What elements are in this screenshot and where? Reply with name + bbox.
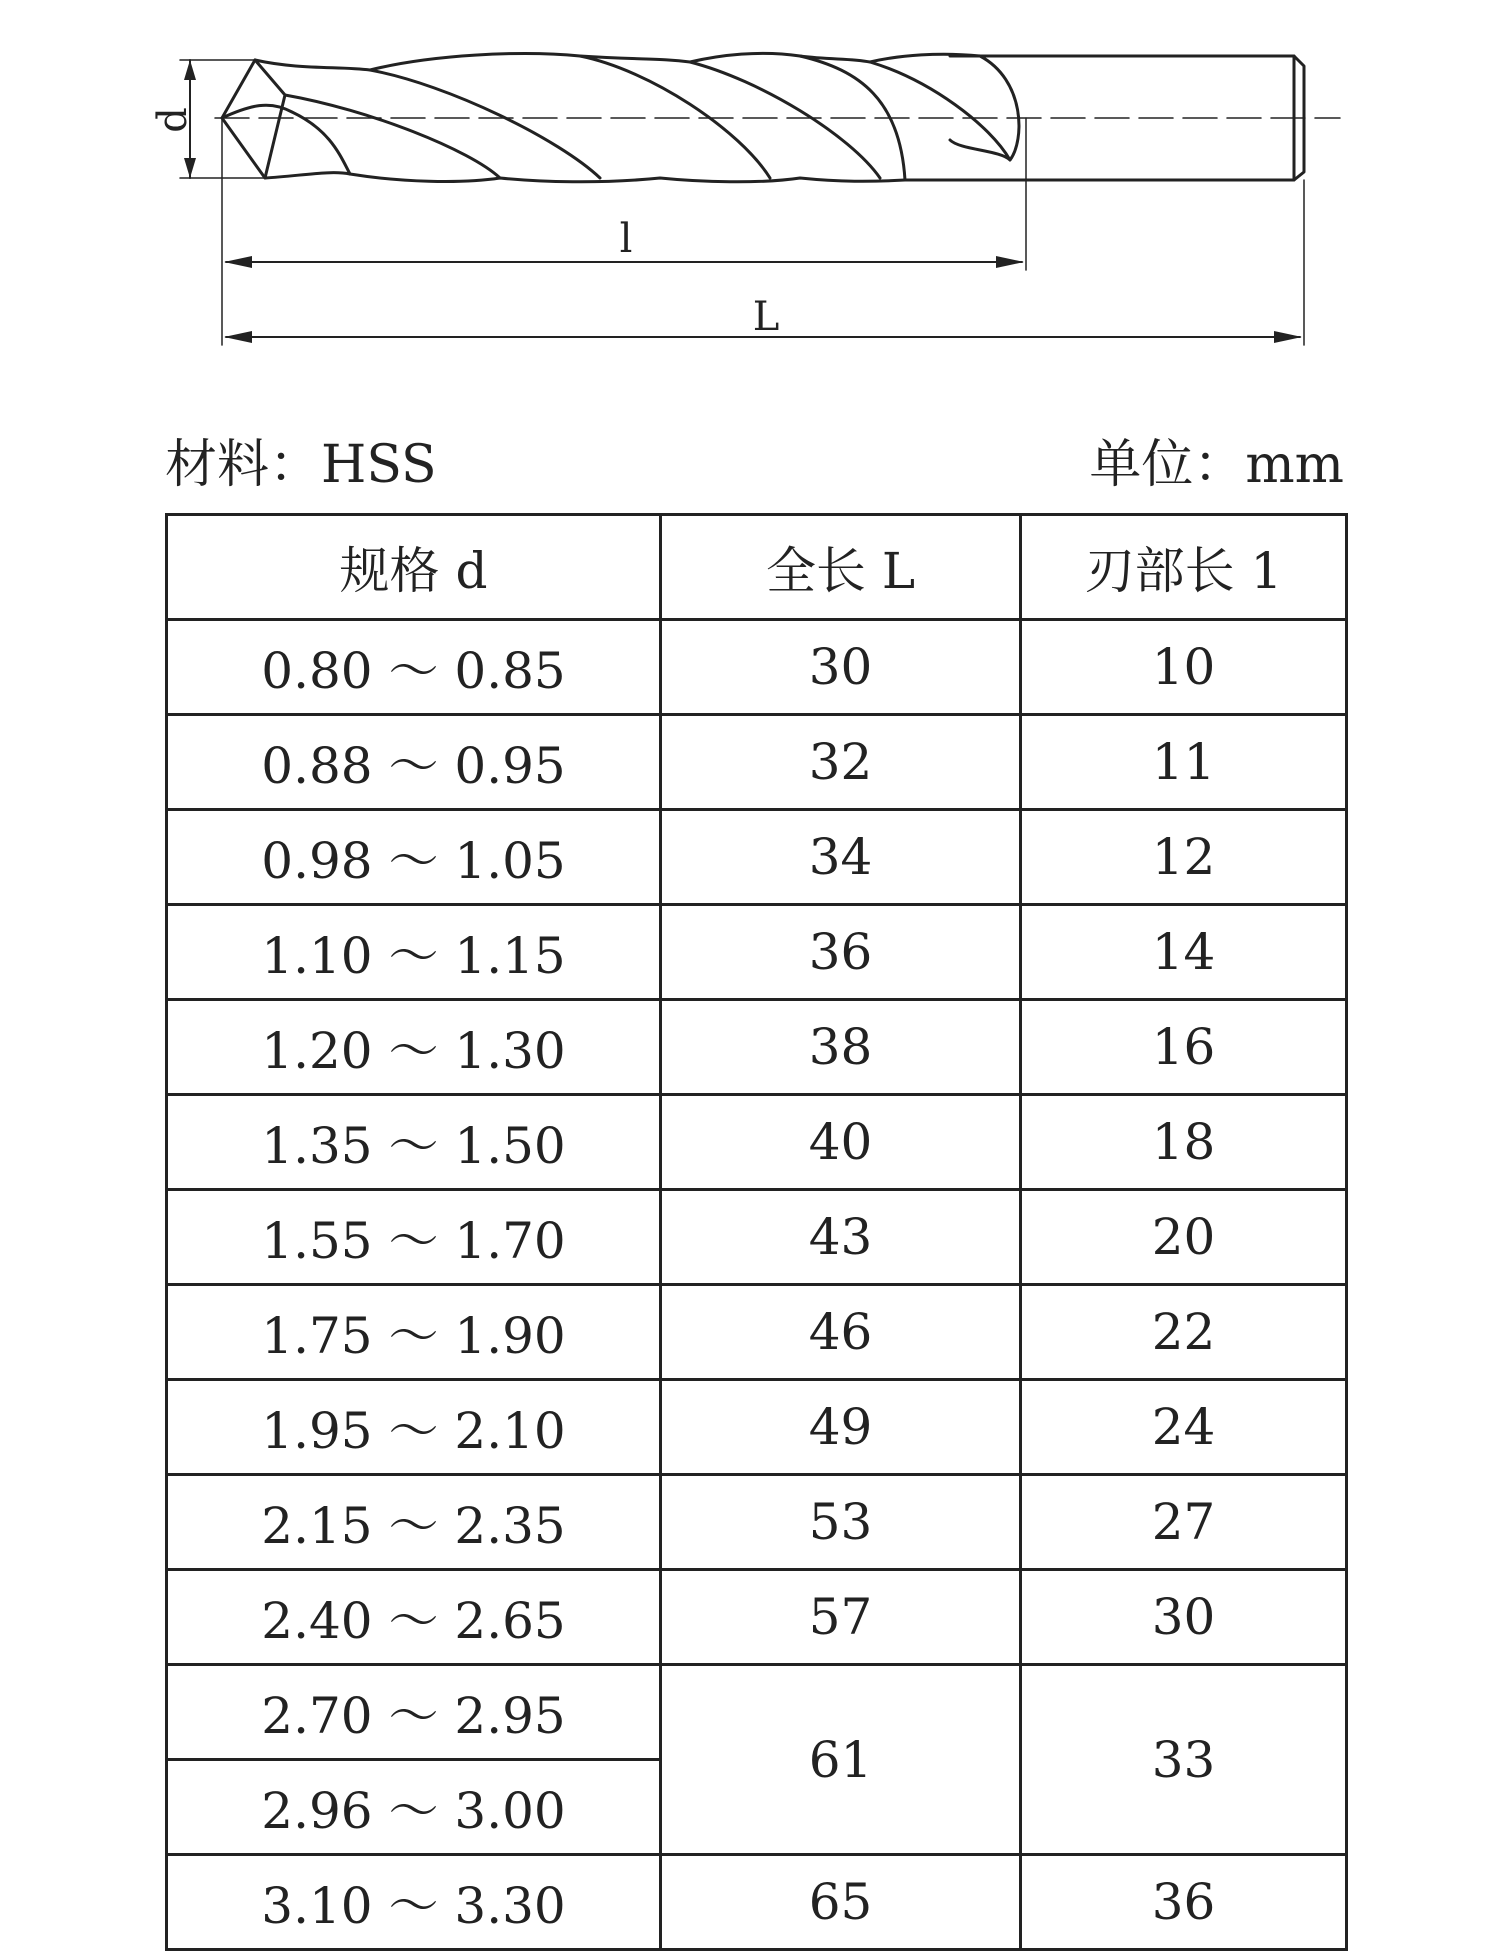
spec-cell: 1.35 ～ 1.50 bbox=[167, 1095, 661, 1190]
dim-L-arrow-left bbox=[224, 331, 252, 343]
spec-cell: 1.10 ～ 1.15 bbox=[167, 905, 661, 1000]
total-length-cell: 43 bbox=[661, 1190, 1021, 1285]
flute-length-cell: 12 bbox=[1021, 810, 1347, 905]
flute-length-cell: 14 bbox=[1021, 905, 1347, 1000]
header-spec-d: 规格 d bbox=[167, 515, 661, 620]
dim-L-arrow-right bbox=[1274, 331, 1302, 343]
spec-cell: 1.55 ～ 1.70 bbox=[167, 1190, 661, 1285]
table-row bbox=[167, 1095, 1347, 1190]
table-row bbox=[167, 1190, 1347, 1285]
table-row-merged-first bbox=[167, 1665, 1347, 1760]
total-length-cell: 38 bbox=[661, 1000, 1021, 1095]
total-length-cell: 30 bbox=[661, 620, 1021, 715]
table-row-partial bbox=[167, 1855, 1347, 1950]
spec-cell: 1.95 ～ 2.10 bbox=[167, 1380, 661, 1475]
total-length-cell: 46 bbox=[661, 1285, 1021, 1380]
unit-caption: 单位：mm bbox=[1089, 435, 1344, 495]
flute-length-cell: 10 bbox=[1021, 620, 1347, 715]
spec-cell: 0.88 ～ 0.95 bbox=[167, 715, 661, 810]
table-header-row bbox=[167, 515, 1347, 620]
header-total-length: 全长 L bbox=[661, 515, 1021, 620]
dim-l-arrow-left bbox=[224, 256, 252, 268]
total-length-cell: 34 bbox=[661, 810, 1021, 905]
total-length-cell: 32 bbox=[661, 715, 1021, 810]
total-length-cell: 36 bbox=[661, 905, 1021, 1000]
flute-length-cell: 16 bbox=[1021, 1000, 1347, 1095]
table-row bbox=[167, 905, 1347, 1000]
spec-cell: 2.40 ～ 2.65 bbox=[167, 1570, 661, 1665]
flute-length-cell-merged: 33 bbox=[1021, 1665, 1347, 1855]
dim-l-arrow-right bbox=[996, 256, 1024, 268]
flute-length-cell: 24 bbox=[1021, 1380, 1347, 1475]
drill-flute-3 bbox=[870, 56, 1019, 160]
spec-cell: 1.75 ～ 1.90 bbox=[167, 1285, 661, 1380]
header-flute-length: 刃部长 1 bbox=[1021, 515, 1347, 620]
total-length-cell: 57 bbox=[661, 1570, 1021, 1665]
material-caption: 材料：HSS bbox=[165, 435, 437, 495]
flute-length-cell: 20 bbox=[1021, 1190, 1347, 1285]
total-length-cell: 65 bbox=[661, 1855, 1021, 1950]
twist-drill-drawing bbox=[0, 0, 1500, 380]
spec-cell: 2.15 ～ 2.35 bbox=[167, 1475, 661, 1570]
dim-L-label: L bbox=[752, 294, 780, 340]
table-row bbox=[167, 1000, 1347, 1095]
table-row bbox=[167, 1285, 1347, 1380]
table-row bbox=[167, 620, 1347, 715]
flute-length-cell: 11 bbox=[1021, 715, 1347, 810]
drill-tip-lips bbox=[222, 60, 350, 178]
spec-cell: 1.20 ～ 1.30 bbox=[167, 1000, 661, 1095]
flute-length-cell: 27 bbox=[1021, 1475, 1347, 1570]
spec-cell: 0.98 ～ 1.05 bbox=[167, 810, 661, 905]
total-length-cell-merged: 61 bbox=[661, 1665, 1021, 1855]
total-length-cell: 40 bbox=[661, 1095, 1021, 1190]
drill-flute-1 bbox=[285, 70, 600, 178]
table-row bbox=[167, 810, 1347, 905]
spec-cell: 0.80 ～ 0.85 bbox=[167, 620, 661, 715]
table-row bbox=[167, 1570, 1347, 1665]
total-length-cell: 49 bbox=[661, 1380, 1021, 1475]
spec-cell: 2.70 ～ 2.95 bbox=[167, 1665, 661, 1760]
dim-d-label: d bbox=[150, 107, 196, 133]
table-row bbox=[167, 1380, 1347, 1475]
flute-length-cell: 30 bbox=[1021, 1570, 1347, 1665]
flute-length-cell: 36 bbox=[1021, 1855, 1347, 1950]
table-row bbox=[167, 715, 1347, 810]
drill-flute-2 bbox=[580, 56, 880, 178]
dim-l-label: l bbox=[619, 216, 633, 262]
flute-length-cell: 18 bbox=[1021, 1095, 1347, 1190]
total-length-cell: 53 bbox=[661, 1475, 1021, 1570]
dim-d-arrow-bottom bbox=[184, 158, 196, 178]
flute-length-cell: 22 bbox=[1021, 1285, 1347, 1380]
spec-cell: 2.96 ～ 3.00 bbox=[167, 1760, 661, 1855]
table-row bbox=[167, 1475, 1347, 1570]
drill-spec-table bbox=[165, 513, 1348, 1951]
spec-cell: 3.10 ～ 3.30 bbox=[167, 1855, 661, 1950]
dim-d-arrow-top bbox=[184, 60, 196, 80]
